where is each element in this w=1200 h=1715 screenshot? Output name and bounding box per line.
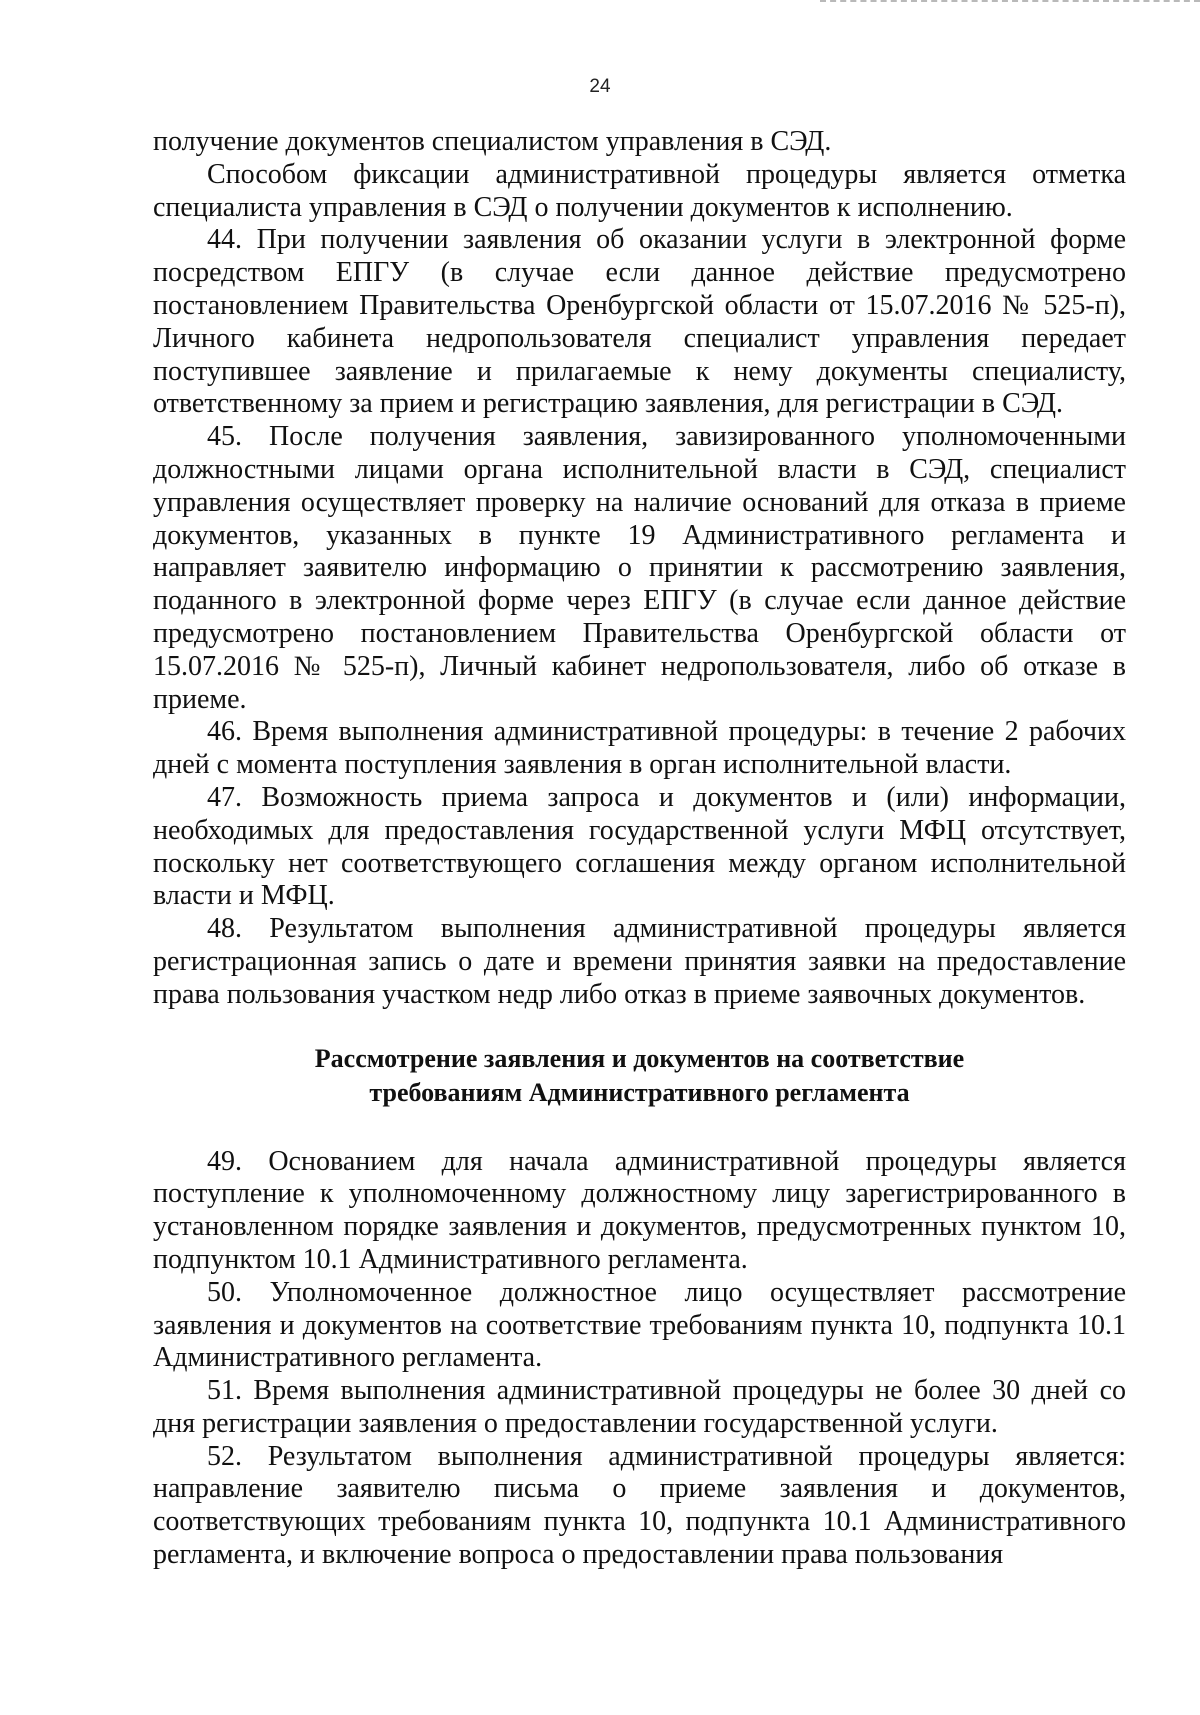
paragraph-46: 46. Время выполнения административной процедуры: в течение 2 рабочих дней с момента поступления заявления в орган исполнительной власти. — [153, 716, 1126, 781]
document-body — [153, 126, 1126, 1572]
paragraph-48: 48. Результатом выполнения административной процедуры является регистрационная запись о дате и времени принятия заявки на предоставление права пользования участком недр либо отказ в приеме заявочных документов. — [153, 913, 1126, 1010]
paragraph-47: 47. Возможность приема запроса и документов и (или) информации, необходимых для предоставления государственной услуги МФЦ отсутствует, поскольку нет соответствующего соглашения между органом исполнительной власти и МФЦ. — [153, 781, 1126, 912]
paragraph: Способом фиксации административной процедуры является отметка специалиста управления в СЭД о получении документов к исполнению. — [153, 158, 1126, 223]
paragraph-49: 49. Основанием для начала административной процедуры является поступление к уполномоченному должностному лицу зарегистрированного в установленном порядке заявления и документов, предусмотренных пунктом 10, подпунктом 10.1 Административного регламента. — [153, 1145, 1126, 1275]
paragraph-51: 51. Время выполнения административной процедуры не более 30 дней со дня регистрации заявления о предоставлении государственной услуги. — [153, 1375, 1126, 1439]
section-heading — [153, 1042, 1126, 1110]
paragraph-45: 45. После получения заявления, завизированного уполномоченными должностными лицами органа исполнительной власти в СЭД, специалист управления осуществляет проверку на наличие оснований для отказа в приеме документов, указанных в пункте 19 Административного регламента и направляет заявителю информацию о принятии к рассмотрению заявления, поданного в электронной форме через ЕПГУ (в случае если данное действие предусмотрено постановлением Правительства Оренбургской области от 15.07.2016 № 525-п), Личный кабинет недропользователя, либо об отказе в приеме. — [153, 421, 1126, 715]
paragraph-50: 50. Уполномоченное должностное лицо осуществляет рассмотрение заявления и документов на соответствие требованиям пункта 10, подпункта 10.1 Административного регламента. — [153, 1276, 1126, 1374]
paragraph-52: 52. Результатом выполнения административной процедуры является: направление заявителю письма о приеме заявления и документов, соответствующих требованиям пункта 10, подпункта 10.1 Административного регламента, и включение вопроса о предоставлении права пользования — [153, 1440, 1126, 1571]
section-heading-line-2: требованиям Административного регламента — [369, 1077, 910, 1107]
paragraph-continuation: получение документов специалистом управления в СЭД. — [153, 126, 832, 157]
page-number: 24 — [589, 76, 611, 97]
scan-edge-marks — [820, 0, 1200, 8]
section-heading-line-1: Рассмотрение заявления и документов на соответствие — [314, 1043, 965, 1073]
paragraph-44: 44. При получении заявления об оказании услуги в электронной форме посредством ЕПГУ (в случае если данное действие предусмотрено постановлением Правительства Оренбургской области от 15.07.2016 № 525-п), Личного кабинета недропользователя специалист управления передает поступившее заявление и прилагаемые к нему документы специалисту, ответственному за прием и регистрацию заявления, для регистрации в СЭД. — [153, 224, 1126, 420]
